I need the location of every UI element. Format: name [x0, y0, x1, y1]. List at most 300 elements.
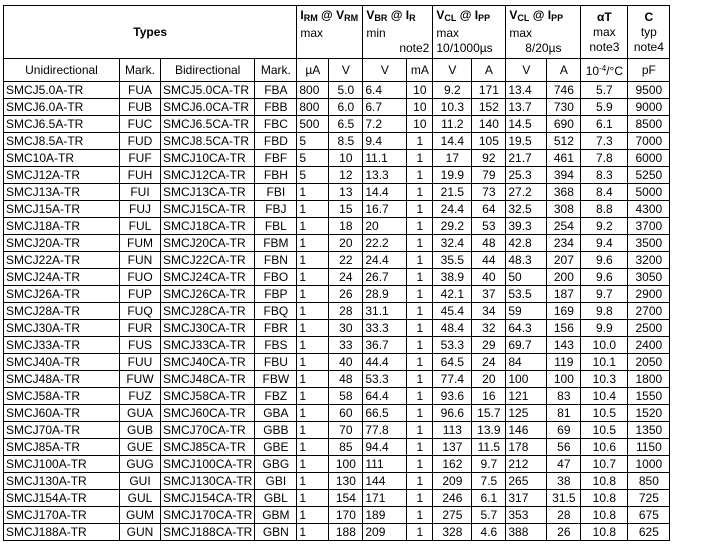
table-row [4, 201, 670, 218]
cell-vrm: 6.5 [329, 116, 363, 133]
unit-vbr: V [363, 59, 407, 82]
cell-irm: 1 [297, 490, 329, 507]
cell-bidirectional: SMCJ154CA-TR [161, 490, 255, 507]
table-row [4, 184, 670, 201]
cell-ir: 1 [407, 133, 433, 150]
cell-vbr: 28.9 [363, 286, 407, 303]
cell-unidirectional: SMCJ15A-TR [4, 201, 120, 218]
table-row [4, 269, 670, 286]
cell-alpha-t: 5.9 [581, 99, 628, 116]
cell-mark-bi: FBU [255, 354, 297, 371]
c-symbol: C [644, 9, 654, 24]
cell-vcl-20us: 317 [506, 490, 547, 507]
cell-ir: 1 [407, 405, 433, 422]
cell-irm: 1 [297, 405, 329, 422]
cell-unidirectional: SMCJ24A-TR [4, 269, 120, 286]
table-row [4, 354, 670, 371]
cell-capacitance: 3200 [628, 252, 670, 269]
cell-vbr: 24.4 [363, 252, 407, 269]
cell-ipp-20us: 200 [547, 269, 581, 286]
mark-header: Mark. [120, 59, 161, 82]
cell-ipp-1000us: 4.6 [472, 524, 506, 541]
cell-irm: 1 [297, 201, 329, 218]
cell-mark-uni: FUJ [120, 201, 161, 218]
cell-ipp-20us: 207 [547, 252, 581, 269]
cell-vcl-20us: 42.8 [506, 235, 547, 252]
cell-ipp-20us: 56 [547, 439, 581, 456]
table-row [4, 422, 670, 439]
cell-vcl-1000us: 93.6 [433, 388, 472, 405]
cell-vcl-20us: 50 [506, 269, 547, 286]
cell-alpha-t: 10.7 [581, 456, 628, 473]
cell-vcl-20us: 265 [506, 473, 547, 490]
cell-vcl-1000us: 48.4 [433, 320, 472, 337]
cell-vcl-1000us: 11.2 [433, 116, 472, 133]
cell-ipp-1000us: 73 [472, 184, 506, 201]
cell-mark-uni: GUB [120, 422, 161, 439]
cell-mark-bi: GBI [255, 473, 297, 490]
cell-capacitance: 7000 [628, 133, 670, 150]
cell-vcl-1000us: 19.9 [433, 167, 472, 184]
cell-capacitance: 4300 [628, 201, 670, 218]
cell-ir: 1 [407, 201, 433, 218]
cell-alpha-t: 10.3 [581, 371, 628, 388]
cell-mark-bi: FBR [255, 320, 297, 337]
cell-bidirectional: SMCJ12CA-TR [161, 167, 255, 184]
cell-mark-bi: FBF [255, 150, 297, 167]
cell-ir: 1 [407, 303, 433, 320]
cell-ipp-20us: 512 [547, 133, 581, 150]
vcl2-pulse: 8/20µs [525, 41, 562, 55]
cell-mark-bi: FBO [255, 269, 297, 286]
cell-bidirectional: SMCJ100CA-TR [161, 456, 255, 473]
cell-irm: 1 [297, 388, 329, 405]
cell-capacitance: 3500 [628, 235, 670, 252]
cell-unidirectional: SMCJ8.5A-TR [4, 133, 120, 150]
cell-ipp-1000us: 6.1 [472, 490, 506, 507]
cell-ipp-1000us: 79 [472, 167, 506, 184]
cell-mark-bi: FBL [255, 218, 297, 235]
header-row [4, 6, 670, 59]
vbr-symbol: $V_{BR}$ @ $I_R$ [366, 8, 416, 23]
cell-vrm: 100 [329, 456, 363, 473]
cell-vcl-20us: 84 [506, 354, 547, 371]
cell-ipp-1000us: 44 [472, 252, 506, 269]
cell-unidirectional: SMCJ28A-TR [4, 303, 120, 320]
cell-bidirectional: SMCJ30CA-TR [161, 320, 255, 337]
cell-mark-uni: GUL [120, 490, 161, 507]
cell-vcl-20us: 25.3 [506, 167, 547, 184]
cell-mark-bi: GBB [255, 422, 297, 439]
cell-mark-bi: FBJ [255, 201, 297, 218]
cell-vcl-20us: 388 [506, 524, 547, 541]
cell-vcl-1000us: 24.4 [433, 201, 472, 218]
cell-capacitance: 1150 [628, 439, 670, 456]
cell-bidirectional: SMCJ70CA-TR [161, 422, 255, 439]
cell-mark-bi: FBA [255, 82, 297, 99]
cell-unidirectional: SMCJ154A-TR [4, 490, 120, 507]
cell-alpha-t: 8.4 [581, 184, 628, 201]
cell-irm: 1 [297, 507, 329, 524]
cell-mark-bi: FBB [255, 99, 297, 116]
cell-irm: 1 [297, 252, 329, 269]
cell-vcl-20us: 69.7 [506, 337, 547, 354]
cell-ipp-20us: 26 [547, 524, 581, 541]
cell-irm: 1 [297, 473, 329, 490]
cell-vbr: 11.1 [363, 150, 407, 167]
table-row [4, 524, 670, 541]
table-row [4, 133, 670, 150]
cell-vcl-20us: 121 [506, 388, 547, 405]
cell-ipp-1000us: 140 [472, 116, 506, 133]
cell-vcl-20us: 353 [506, 507, 547, 524]
cell-vbr: 26.7 [363, 269, 407, 286]
cell-ipp-20us: 47 [547, 456, 581, 473]
cell-mark-uni: FUA [120, 82, 161, 99]
cell-mark-bi: FBD [255, 133, 297, 150]
cell-vcl-20us: 178 [506, 439, 547, 456]
cell-capacitance: 850 [628, 473, 670, 490]
cell-ipp-20us: 461 [547, 150, 581, 167]
table-row [4, 82, 670, 99]
cell-irm: 1 [297, 303, 329, 320]
vcl2-header [506, 6, 581, 59]
cell-ir: 1 [407, 422, 433, 439]
cell-bidirectional: SMCJ6.5CA-TR [161, 116, 255, 133]
cell-ipp-20us: 746 [547, 82, 581, 99]
cell-vrm: 154 [329, 490, 363, 507]
cell-ir: 1 [407, 490, 433, 507]
cell-bidirectional: SMCJ15CA-TR [161, 201, 255, 218]
cell-ipp-20us: 690 [547, 116, 581, 133]
cell-ipp-1000us: 92 [472, 150, 506, 167]
cell-vbr: 64.4 [363, 388, 407, 405]
cell-ipp-20us: 81 [547, 405, 581, 422]
cell-alpha-t: 5.7 [581, 82, 628, 99]
cell-irm: 500 [297, 116, 329, 133]
cell-mark-uni: FUF [120, 150, 161, 167]
cell-alpha-t: 9.6 [581, 252, 628, 269]
cell-vcl-20us: 100 [506, 371, 547, 388]
unit-vrm: V [329, 59, 363, 82]
cell-vbr: 171 [363, 490, 407, 507]
cell-capacitance: 1350 [628, 422, 670, 439]
cell-vbr: 66.5 [363, 405, 407, 422]
cell-mark-uni: FUQ [120, 303, 161, 320]
cell-vrm: 13 [329, 184, 363, 201]
cell-vcl-1000us: 162 [433, 456, 472, 473]
cell-ipp-1000us: 13.9 [472, 422, 506, 439]
irm-header [297, 6, 363, 59]
irm-condition: max [300, 26, 324, 40]
table-row [4, 286, 670, 303]
cell-capacitance: 2700 [628, 303, 670, 320]
at-symbol: αT [597, 9, 612, 24]
table-row [4, 218, 670, 235]
cell-irm: 1 [297, 320, 329, 337]
cell-vcl-1000us: 21.5 [433, 184, 472, 201]
cell-vcl-1000us: 9.2 [433, 82, 472, 99]
cell-ir: 1 [407, 150, 433, 167]
cell-vrm: 22 [329, 252, 363, 269]
cell-alpha-t: 10.5 [581, 422, 628, 439]
spec-table [3, 5, 670, 541]
cell-ipp-20us: 234 [547, 235, 581, 252]
cell-vcl-1000us: 29.2 [433, 218, 472, 235]
cell-bidirectional: SMCJ130CA-TR [161, 473, 255, 490]
cell-irm: 1 [297, 184, 329, 201]
cell-alpha-t: 10.1 [581, 354, 628, 371]
cell-ipp-20us: 156 [547, 320, 581, 337]
cell-vrm: 33 [329, 337, 363, 354]
cell-capacitance: 2500 [628, 320, 670, 337]
cell-vcl-1000us: 77.4 [433, 371, 472, 388]
cell-mark-uni: FUC [120, 116, 161, 133]
cell-mark-bi: GBE [255, 439, 297, 456]
unit-vcl2: V [506, 59, 547, 82]
cell-capacitance: 2050 [628, 354, 670, 371]
cell-mark-bi: FBI [255, 184, 297, 201]
cell-vrm: 170 [329, 507, 363, 524]
table-row [4, 150, 670, 167]
cell-ir: 1 [407, 337, 433, 354]
cell-unidirectional: SMCJ20A-TR [4, 235, 120, 252]
cell-vcl-1000us: 35.5 [433, 252, 472, 269]
cell-bidirectional: SMCJ24CA-TR [161, 269, 255, 286]
cell-vrm: 85 [329, 439, 363, 456]
cell-irm: 800 [297, 82, 329, 99]
table-row [4, 371, 670, 388]
cell-ir: 1 [407, 235, 433, 252]
cell-alpha-t: 8.3 [581, 167, 628, 184]
cell-mark-uni: FUH [120, 167, 161, 184]
cell-mark-bi: FBP [255, 286, 297, 303]
cell-vbr: 44.4 [363, 354, 407, 371]
table-row [4, 490, 670, 507]
cell-ipp-1000us: 64 [472, 201, 506, 218]
cell-mark-bi: GBL [255, 490, 297, 507]
cell-irm: 1 [297, 422, 329, 439]
cell-vrm: 130 [329, 473, 363, 490]
table-row [4, 473, 670, 490]
cell-ipp-1000us: 105 [472, 133, 506, 150]
cell-vbr: 144 [363, 473, 407, 490]
cell-mark-bi: GBM [255, 507, 297, 524]
cell-mark-uni: FUO [120, 269, 161, 286]
cell-vbr: 94.4 [363, 439, 407, 456]
cell-capacitance: 9000 [628, 99, 670, 116]
cell-capacitance: 3050 [628, 269, 670, 286]
table-row [4, 252, 670, 269]
cell-vcl-1000us: 113 [433, 422, 472, 439]
table-row [4, 439, 670, 456]
unit-ipp1: A [472, 59, 506, 82]
cell-ipp-20us: 31.5 [547, 490, 581, 507]
cell-irm: 1 [297, 371, 329, 388]
cell-mark-uni: FUN [120, 252, 161, 269]
cell-irm: 1 [297, 354, 329, 371]
cell-vbr: 6.7 [363, 99, 407, 116]
cell-vbr: 77.8 [363, 422, 407, 439]
cell-ipp-1000us: 40 [472, 269, 506, 286]
table-row [4, 99, 670, 116]
cell-vcl-1000us: 137 [433, 439, 472, 456]
cell-mark-bi: GBG [255, 456, 297, 473]
cell-irm: 5 [297, 150, 329, 167]
cell-alpha-t: 6.1 [581, 116, 628, 133]
cell-unidirectional: SMCJ130A-TR [4, 473, 120, 490]
cell-irm: 1 [297, 524, 329, 541]
cell-mark-uni: FUP [120, 286, 161, 303]
cell-unidirectional: SMCJ6.0A-TR [4, 99, 120, 116]
cell-irm: 1 [297, 337, 329, 354]
cell-mark-bi: FBZ [255, 388, 297, 405]
cell-vcl-1000us: 275 [433, 507, 472, 524]
cell-bidirectional: SMCJ13CA-TR [161, 184, 255, 201]
vbr-header [363, 6, 433, 59]
cell-vcl-1000us: 53.3 [433, 337, 472, 354]
cell-vrm: 40 [329, 354, 363, 371]
cell-ipp-1000us: 20 [472, 371, 506, 388]
cell-vrm: 26 [329, 286, 363, 303]
cell-vcl-1000us: 10.3 [433, 99, 472, 116]
cell-vbr: 22.2 [363, 235, 407, 252]
cell-vbr: 111 [363, 456, 407, 473]
cell-ir: 1 [407, 320, 433, 337]
cell-ir: 1 [407, 184, 433, 201]
cell-vcl-1000us: 209 [433, 473, 472, 490]
cell-capacitance: 1000 [628, 456, 670, 473]
cell-vbr: 9.4 [363, 133, 407, 150]
cell-mark-uni: FUU [120, 354, 161, 371]
cell-vcl-20us: 53.5 [506, 286, 547, 303]
cell-vbr: 14.4 [363, 184, 407, 201]
cell-mark-uni: GUA [120, 405, 161, 422]
cell-mark-uni: GUG [120, 456, 161, 473]
cell-alpha-t: 7.8 [581, 150, 628, 167]
cell-ipp-1000us: 53 [472, 218, 506, 235]
cell-vcl-20us: 125 [506, 405, 547, 422]
cell-irm: 1 [297, 439, 329, 456]
cell-vcl-1000us: 38.9 [433, 269, 472, 286]
cell-capacitance: 8500 [628, 116, 670, 133]
cell-vcl-20us: 212 [506, 456, 547, 473]
table-row [4, 456, 670, 473]
table-row [4, 235, 670, 252]
cell-capacitance: 1800 [628, 371, 670, 388]
cell-bidirectional: SMCJ22CA-TR [161, 252, 255, 269]
cell-vrm: 24 [329, 269, 363, 286]
cell-mark-uni: FUL [120, 218, 161, 235]
table-row [4, 388, 670, 405]
cell-ipp-1000us: 15.7 [472, 405, 506, 422]
cell-bidirectional: SMCJ8.5CA-TR [161, 133, 255, 150]
cell-vbr: 13.3 [363, 167, 407, 184]
cell-unidirectional: SMCJ100A-TR [4, 456, 120, 473]
cell-bidirectional: SMCJ6.0CA-TR [161, 99, 255, 116]
table-row [4, 116, 670, 133]
cell-ipp-20us: 187 [547, 286, 581, 303]
vcl1-header [433, 6, 506, 59]
cell-mark-uni: FUM [120, 235, 161, 252]
cell-vcl-20us: 14.5 [506, 116, 547, 133]
unit-c: pF [628, 59, 670, 82]
cell-ir: 1 [407, 167, 433, 184]
irm-symbol: $I_{RM}$ @ $V_{RM}$ [300, 8, 359, 23]
cell-vcl-20us: 32.5 [506, 201, 547, 218]
cell-mark-uni: FUW [120, 371, 161, 388]
cell-ir: 1 [407, 456, 433, 473]
cell-vrm: 5.0 [329, 82, 363, 99]
cell-ir: 1 [407, 439, 433, 456]
cell-bidirectional: SMCJ48CA-TR [161, 371, 255, 388]
cell-capacitance: 5000 [628, 184, 670, 201]
cell-capacitance: 1550 [628, 388, 670, 405]
cell-unidirectional: SMCJ85A-TR [4, 439, 120, 456]
cell-ipp-1000us: 152 [472, 99, 506, 116]
table-row [4, 337, 670, 354]
cell-vrm: 8.5 [329, 133, 363, 150]
unit-row [4, 59, 670, 82]
cell-bidirectional: SMCJ40CA-TR [161, 354, 255, 371]
cell-ir: 1 [407, 524, 433, 541]
table-row [4, 167, 670, 184]
cell-mark-bi: FBW [255, 371, 297, 388]
cell-alpha-t: 7.3 [581, 133, 628, 150]
cell-unidirectional: SMCJ33A-TR [4, 337, 120, 354]
cell-unidirectional: SMCJ170A-TR [4, 507, 120, 524]
cell-vrm: 10 [329, 150, 363, 167]
cell-bidirectional: SMCJ58CA-TR [161, 388, 255, 405]
cell-capacitance: 2400 [628, 337, 670, 354]
cell-ipp-1000us: 48 [472, 235, 506, 252]
cell-mark-bi: FBM [255, 235, 297, 252]
cell-ipp-20us: 169 [547, 303, 581, 320]
cell-unidirectional: SMCJ188A-TR [4, 524, 120, 541]
cell-mark-uni: FUR [120, 320, 161, 337]
cell-alpha-t: 10.8 [581, 507, 628, 524]
cell-alpha-t: 9.2 [581, 218, 628, 235]
unit-at: $10^{-4}/^\circ C$ [581, 59, 628, 82]
vcl1-pulse: 10/1000µs [436, 41, 493, 55]
cell-ir: 10 [407, 82, 433, 99]
cell-vcl-20us: 21.7 [506, 150, 547, 167]
cell-vcl-1000us: 14.4 [433, 133, 472, 150]
cell-bidirectional: SMCJ85CA-TR [161, 439, 255, 456]
vcl1-symbol: $V_{CL}$ @ $I_{PP}$ [436, 8, 491, 23]
cell-ir: 1 [407, 286, 433, 303]
cell-ipp-20us: 254 [547, 218, 581, 235]
cell-vrm: 58 [329, 388, 363, 405]
c-note: note4 [633, 39, 664, 54]
cell-vrm: 60 [329, 405, 363, 422]
cell-ipp-20us: 308 [547, 201, 581, 218]
cell-alpha-t: 10.8 [581, 490, 628, 507]
cell-vbr: 53.3 [363, 371, 407, 388]
cell-vcl-20us: 13.4 [506, 82, 547, 99]
cell-ir: 1 [407, 507, 433, 524]
cell-unidirectional: SMCJ30A-TR [4, 320, 120, 337]
cell-bidirectional: SMCJ33CA-TR [161, 337, 255, 354]
cell-vbr: 189 [363, 507, 407, 524]
cell-mark-uni: GUN [120, 524, 161, 541]
cell-capacitance: 6000 [628, 150, 670, 167]
cell-alpha-t: 9.4 [581, 235, 628, 252]
cell-irm: 800 [297, 99, 329, 116]
cell-alpha-t: 8.8 [581, 201, 628, 218]
at-note: note3 [589, 39, 620, 54]
cell-irm: 5 [297, 167, 329, 184]
